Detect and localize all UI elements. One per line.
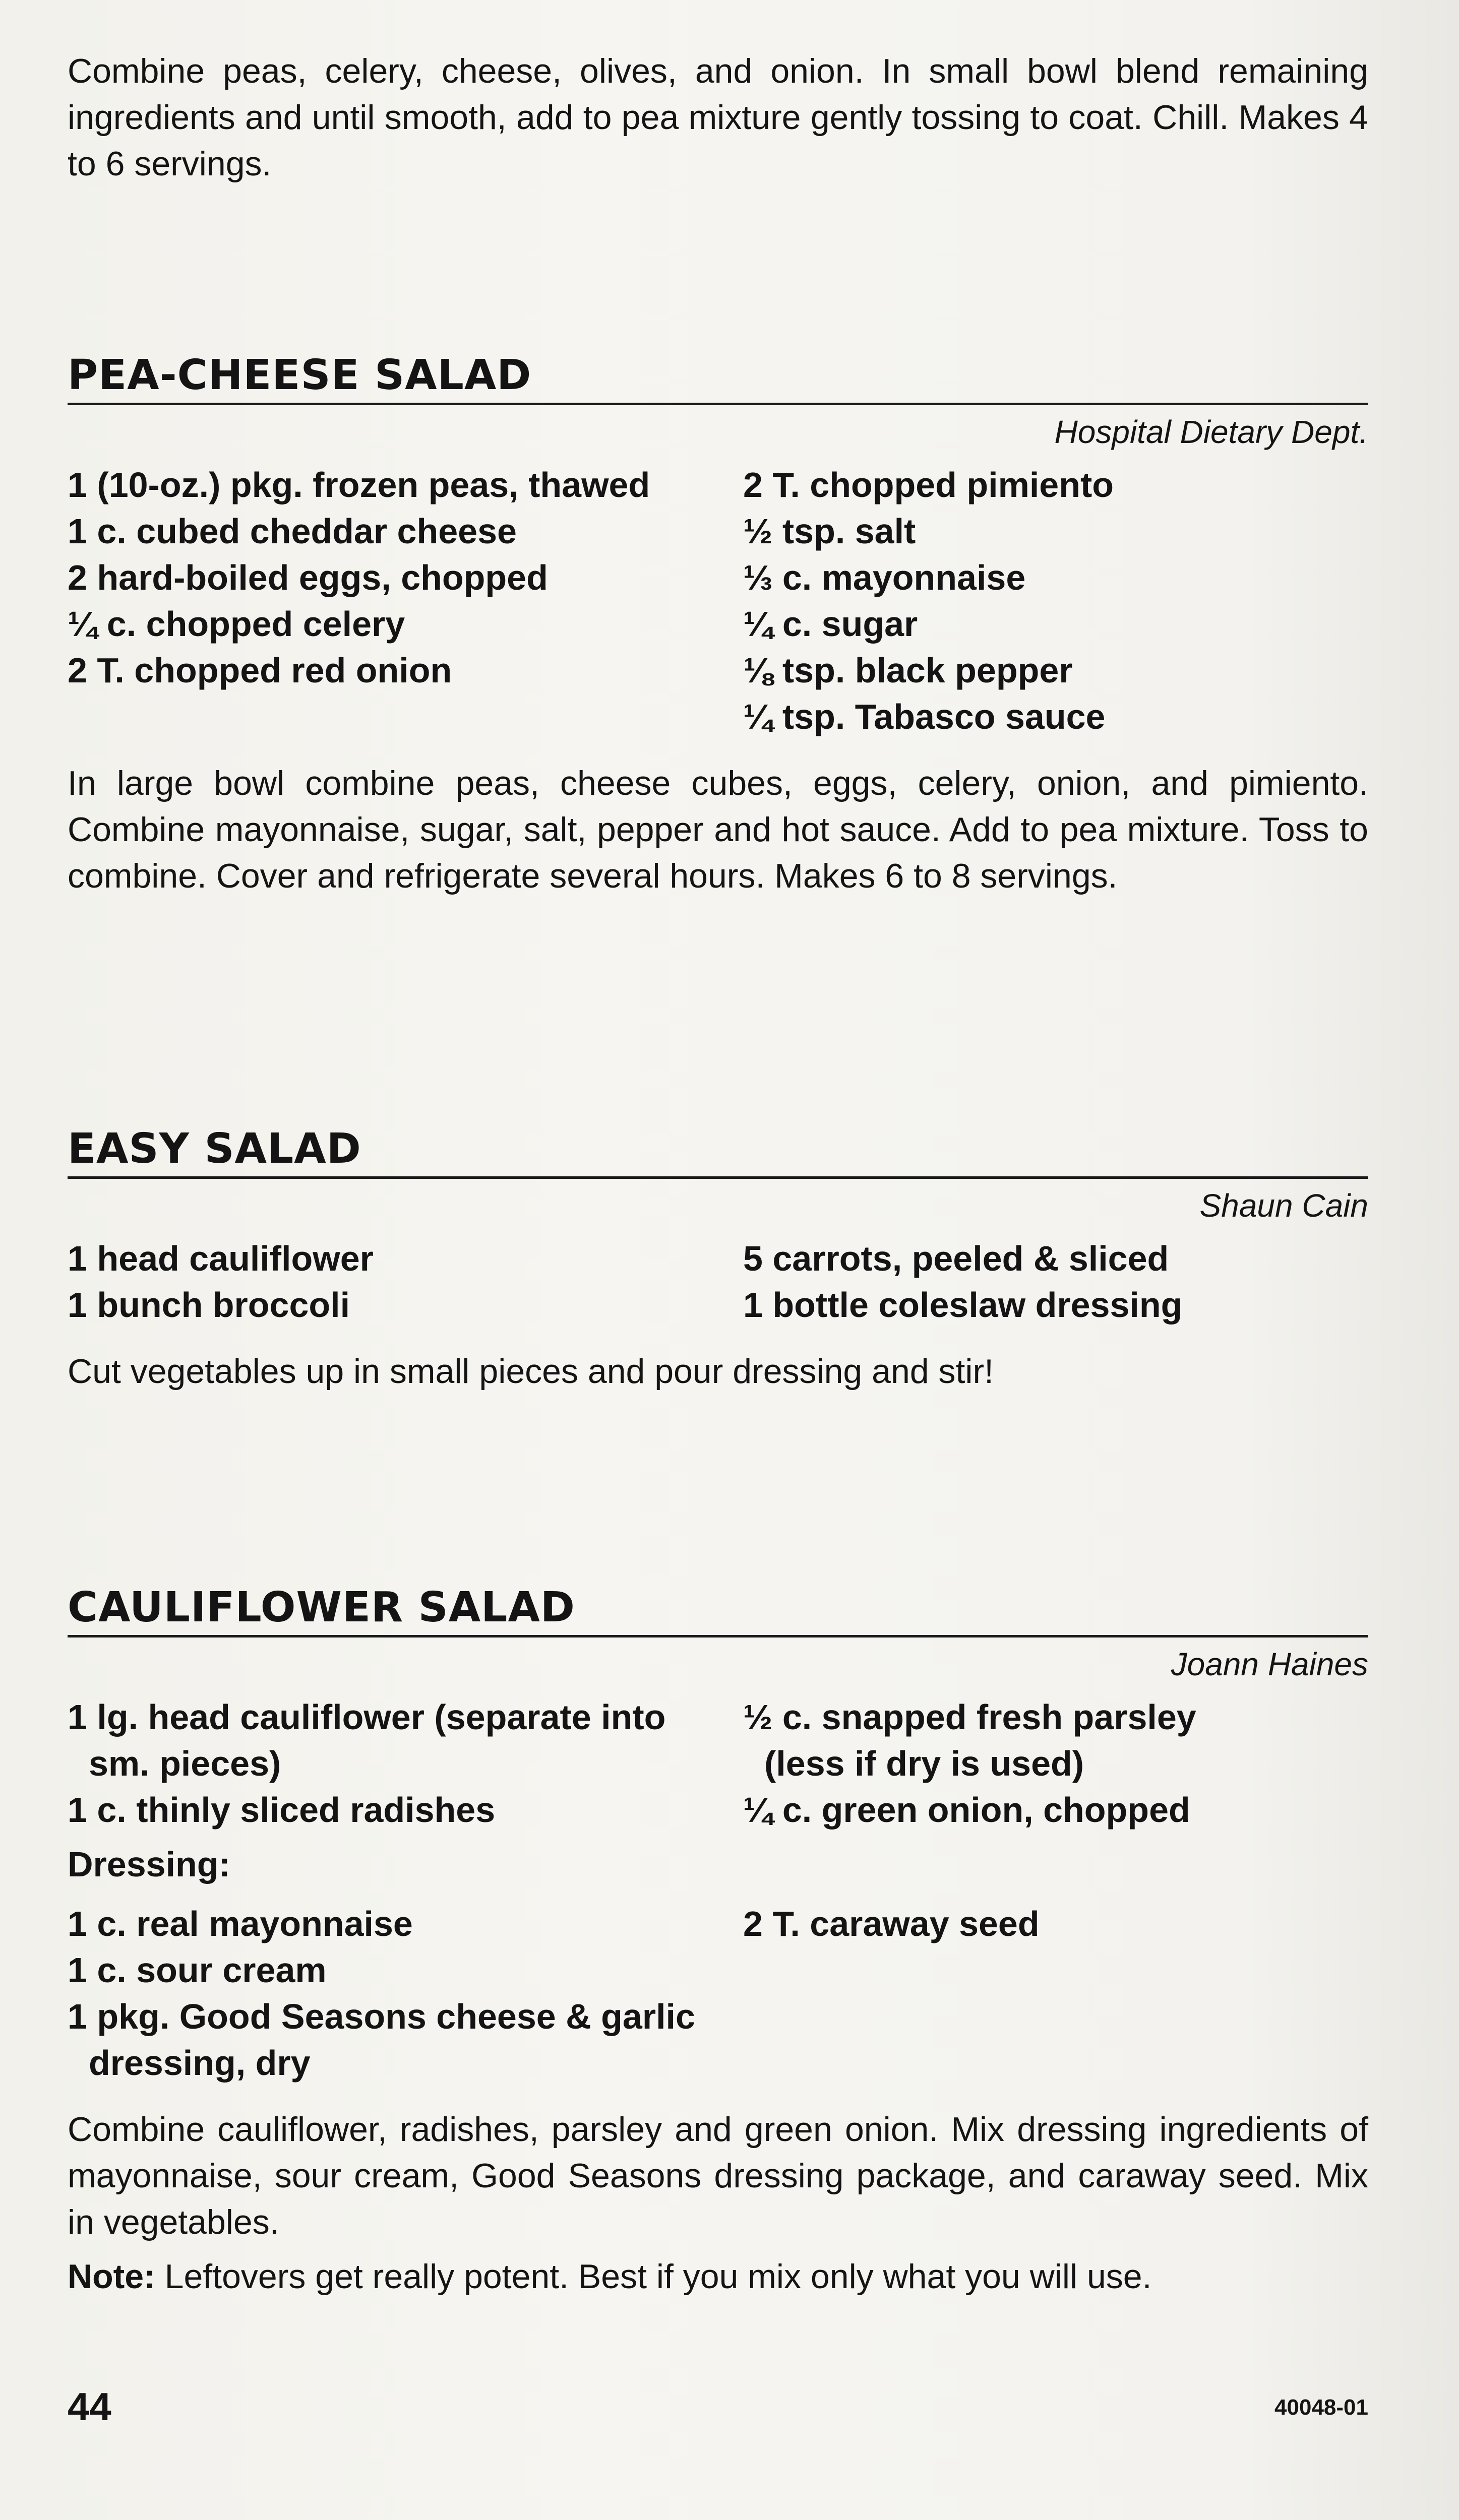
dressing-ingredient-list [68, 1901, 1368, 2086]
note-text: Leftovers get really potent. Best if you mix only what you will use. [155, 2257, 1152, 2296]
intro-directions: Combine peas, celery, cheese, olives, and onion. In small bowl blend remaining ingredients and until smooth, add to pea mixture gently tossing to coat. Chill. Makes 4 to 6 servings. [68, 52, 1368, 183]
print-code: 40048-01 [1274, 2395, 1368, 2420]
dressing-heading: Dressing: [68, 1845, 230, 1884]
ingredient-column-right [743, 462, 1368, 740]
ingredient: ⅓ c. mayonnaise [743, 558, 1026, 597]
recipe-title: PEA-CHEESE SALAD [68, 350, 1368, 405]
ingredient-column-right [743, 1694, 1368, 1833]
ingredient: ¼ c. sugar [743, 604, 918, 644]
ingredient: ¼ c. chopped celery [68, 604, 405, 644]
ingredient: 1 c. sour cream [68, 1950, 327, 1990]
ingredient: 1 c. real mayonnaise [68, 1904, 413, 1943]
page-number: 44 [68, 2384, 111, 2429]
ingredient-list [68, 1235, 1368, 1328]
recipe-pea-cheese-salad [68, 350, 1368, 899]
ingredient: 1 bottle coleslaw dressing [743, 1285, 1183, 1325]
ingredient: ¼ c. green onion, chopped [743, 1790, 1190, 1830]
recipe-easy-salad [68, 1124, 1368, 1395]
ingredient: 1 bunch broccoli [68, 1285, 350, 1325]
recipe-author: Hospital Dietary Dept. [1054, 414, 1368, 450]
recipe-title: EASY SALAD [68, 1124, 1368, 1179]
recipe-cauliflower-salad [68, 1583, 1368, 2300]
ingredient: 1 c. cubed cheddar cheese [68, 512, 517, 551]
ingredient-column-left [68, 1694, 743, 1833]
ingredient: 5 carrots, peeled & sliced [743, 1239, 1169, 1278]
ingredient: 1 (10-oz.) pkg. frozen peas, thawed [68, 465, 650, 505]
ingredient: ⅛ tsp. black pepper [743, 651, 1073, 690]
recipe-title: CAULIFLOWER SALAD [68, 1583, 1368, 1637]
ingredient-list [68, 1694, 1368, 1833]
ingredient: 1 c. thinly sliced radishes [68, 1790, 496, 1830]
recipe-directions: Combine cauliflower, radishes, parsley and green onion. Mix dressing ingredients of mayonnaise, sour cream, Good Seasons dressing package, and caraway seed. Mix in vegetables. [68, 2110, 1368, 2241]
recipe-author: Shaun Cain [1199, 1187, 1368, 1224]
ingredient: ½ c. snapped fresh parsley (less if dry is used) [743, 1697, 1196, 1783]
ingredient: 1 head cauliflower [68, 1239, 374, 1278]
ingredient-list [68, 462, 1368, 740]
ingredient: ¼ tsp. Tabasco sauce [743, 697, 1106, 736]
recipe-directions: Cut vegetables up in small pieces and pour dressing and stir! [68, 1352, 994, 1391]
recipe-author: Joann Haines [1171, 1646, 1368, 1682]
ingredient: 2 hard-boiled eggs, chopped [68, 558, 548, 597]
ingredient: 2 T. chopped red onion [68, 651, 452, 690]
recipe-note [68, 2253, 1368, 2300]
ingredient-column-left [68, 462, 743, 740]
note-label: Note: [68, 2257, 155, 2296]
ingredient: 1 lg. head cauliflower (separate into sm. pieces) [68, 1697, 666, 1783]
ingredient: ½ tsp. salt [743, 512, 916, 551]
recipe-directions: In large bowl combine peas, cheese cubes, eggs, celery, onion, and pimiento. Combine mayonnaise, sugar, salt, pepper and hot sauce. Add to pea mixture. Toss to combine. Cover and refrigerate several hours. Makes 6 to 8 servings. [68, 764, 1368, 895]
ingredient-column-left [68, 1901, 743, 2086]
ingredient: 2 T. caraway seed [743, 1904, 1040, 1943]
ingredient: 2 T. chopped pimiento [743, 465, 1114, 505]
ingredient-column-right [743, 1901, 1368, 2086]
ingredient-column-left [68, 1235, 743, 1328]
ingredient: 1 pkg. Good Seasons cheese & garlic dressing, dry [68, 1997, 695, 2083]
ingredient-column-right [743, 1235, 1368, 1328]
